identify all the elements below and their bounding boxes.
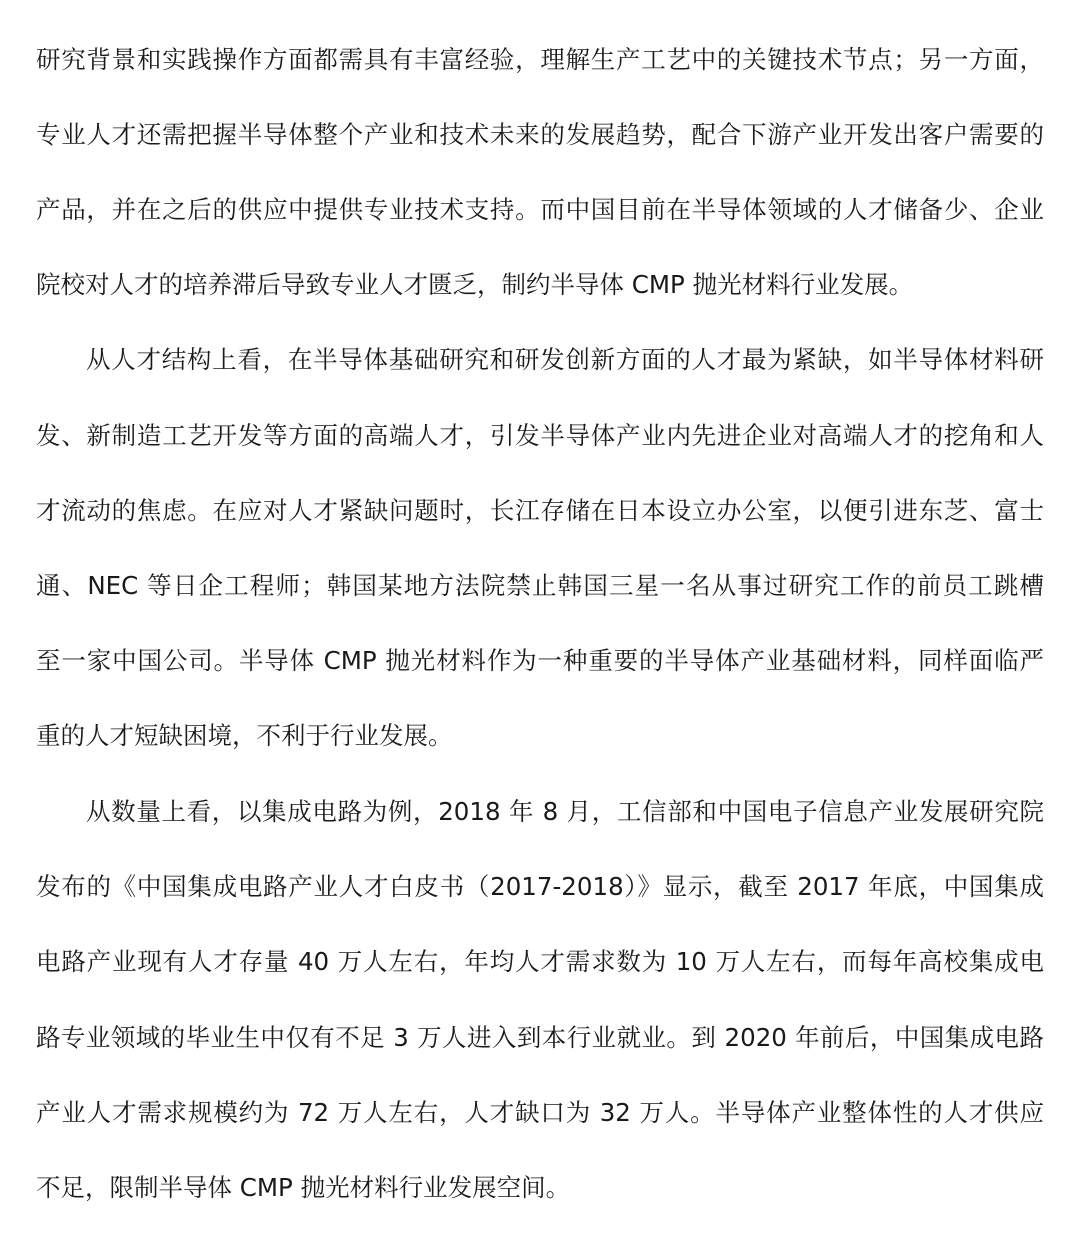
paragraph-3-line-5: 产业人才需求规模约为 72 万人左右，人才缺口为 32 万人。半导体产业整体性的人才供应 (36, 1098, 1044, 1127)
paragraph-1-line-2: 专业人才还需把握半导体整个产业和技术未来的发展趋势，配合下游产业开发出客户需要的 (36, 120, 1044, 149)
paragraph-2-line-6: 重的人才短缺困境，不利于行业发展。 (36, 721, 453, 750)
paragraph-2-line-5: 至一家中国公司。半导体 CMP 抛光材料作为一种重要的半导体产业基础材料，同样面临严 (36, 646, 1044, 675)
paragraph-3-line-3: 电路产业现有人才存量 40 万人左右，年均人才需求数为 10 万人左右，而每年高校集成电 (36, 947, 1044, 976)
paragraph-3-line-4: 路专业领域的毕业生中仅有不足 3 万人进入到本行业就业。到 2020 年前后，中国集成电路 (36, 1023, 1044, 1052)
paragraph-1-line-1: 研究背景和实践操作方面都需具有丰富经验，理解生产工艺中的关键技术节点；另一方面， (36, 45, 1044, 74)
paragraph-3-line-6: 不足，限制半导体 CMP 抛光材料行业发展空间。 (36, 1173, 571, 1202)
paragraph-2-line-2: 发、新制造工艺开发等方面的高端人才，引发半导体产业内先进企业对高端人才的挖角和人 (36, 421, 1044, 450)
paragraph-3-line-1: 从数量上看，以集成电路为例，2018 年 8 月，工信部和中国电子信息产业发展研究院 (86, 797, 1044, 826)
paragraph-1-line-3: 产品，并在之后的供应中提供专业技术支持。而中国目前在半导体领域的人才储备少、企业 (36, 195, 1044, 224)
paragraph-2-line-4: 通、NEC 等日企工程师；韩国某地方法院禁止韩国三星一名从事过研究工作的前员工跳槽 (36, 571, 1044, 600)
paragraph-1-line-4: 院校对人才的培养滞后导致专业人才匮乏，制约半导体 CMP 抛光材料行业发展。 (36, 270, 914, 299)
paragraph-3-line-2: 发布的《中国集成电路产业人才白皮书（2017-2018）》显示，截至 2017 年底，中国集成 (36, 872, 1044, 901)
paragraph-2-line-1: 从人才结构上看，在半导体基础研究和研发创新方面的人才最为紧缺，如半导体材料研 (86, 345, 1044, 374)
paragraph-2-line-3: 才流动的焦虑。在应对人才紧缺问题时，长江存储在日本设立办公室，以便引进东芝、富士 (36, 496, 1044, 525)
